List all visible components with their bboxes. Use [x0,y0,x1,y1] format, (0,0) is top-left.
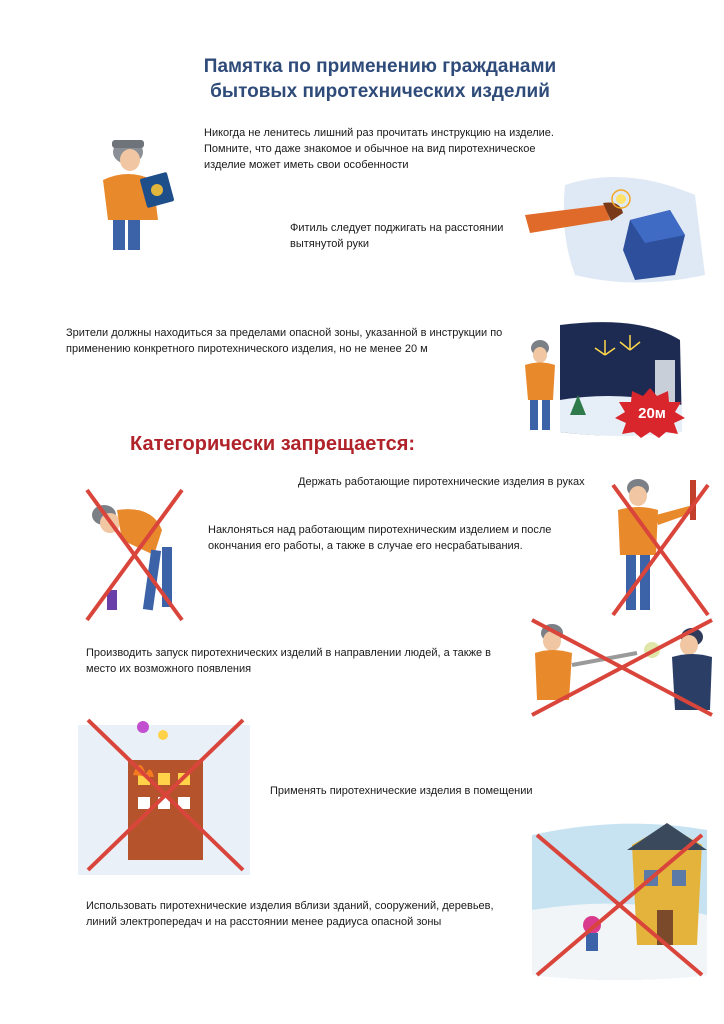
prohibited-item-near-buildings: Использовать пиротехнические изделия вблизи зданий, сооружений, деревьев, линий электропередач и на расстоянии менее радиуса опасной зоны [86,900,494,928]
badge-20m-label: 20м [638,405,666,422]
indoor-fire-crossed-illustration [78,715,250,875]
man-reading-instruction-illustration [88,120,193,255]
tip-fuse-text: Фитиль следует поджигать на расстоянии вытянутой руки [290,222,504,250]
page-title [140,54,620,104]
prohibited-item-indoors: Применять пиротехнические изделия в помещении [270,785,533,797]
leaning-over-firework-crossed-illustration [82,485,190,625]
prohibited-item-hold-in-hands: Держать работающие пиротехнические изделия в руках [298,476,585,488]
page-title-line2: бытовых пиротехнических изделий [210,81,550,102]
prohibited-heading: Категорически запрещается: [130,433,416,455]
holding-firework-crossed-illustration [608,470,713,620]
near-buildings-crossed-illustration [522,815,712,985]
prohibited-item-lean-over: Наклоняться над работающим пиротехническим изделием и после окончания его работы, а также в случае его несрабатывания. [208,524,552,552]
prohibited-item-aim-at-people: Производить запуск пиротехнических изделий в направлении людей, а также в место их возможного появления [86,647,491,675]
page-title-line1: Памятка по применению гражданами [203,56,557,77]
tip-instruction-text: Никогда не ленитесь лишний раз прочитать инструкцию на изделие. Помните, что даже знакомое и обычное на вид пиротехническое изделие может иметь свои особенности [204,127,554,171]
tip-spectators-text: Зрители должны находиться за пределами опасной зоны, указанной в инструкции по применению конкретного пиротехнического изделия, но не менее 20 м [66,327,503,355]
lighting-fuse-illustration [525,165,710,290]
aiming-at-people-crossed-illustration [527,615,717,720]
